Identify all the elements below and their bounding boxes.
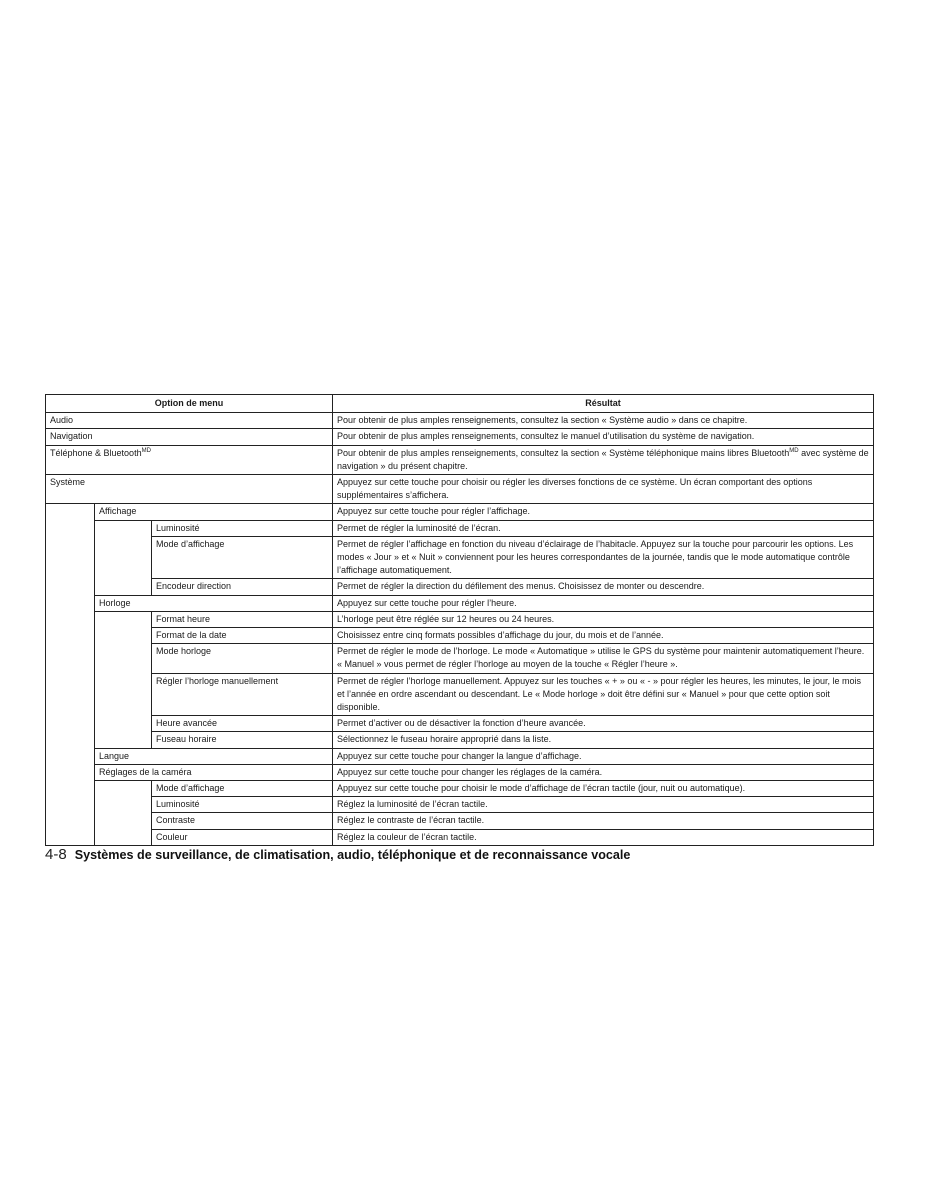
- option-label: Navigation: [50, 431, 93, 442]
- option-label: Luminosité: [156, 522, 200, 533]
- table-row: [46, 595, 874, 611]
- result-text-tail: avec système de navigation » du présent chapitre.: [337, 447, 869, 471]
- result-cell: [333, 595, 874, 611]
- table-row: [46, 429, 874, 445]
- option-cell: [152, 611, 333, 627]
- option-label: Contraste: [156, 815, 196, 826]
- page-number: 4-8: [45, 846, 67, 863]
- result-text: Permet de régler le mode de l’horloge. Le mode « Automatique » utilise le GPS du système pour maintenir automatiquement l’heure. « Manuel » vous permet de régler l’horloge au moyen de la touche « Régler l’heure ».: [337, 646, 865, 670]
- indent-cell: [46, 504, 95, 845]
- option-cell: [152, 579, 333, 595]
- table-row: [46, 797, 874, 813]
- option-label: Langue: [99, 750, 130, 761]
- option-cell: [46, 475, 333, 504]
- option-cell: [152, 644, 333, 673]
- table-row: [46, 628, 874, 644]
- option-label: Régler l’horloge manuellement: [156, 675, 279, 686]
- option-cell: [152, 628, 333, 644]
- option-label: Téléphone & Bluetooth: [50, 447, 142, 458]
- option-cell: [152, 716, 333, 732]
- option-label: Réglages de la caméra: [99, 766, 192, 777]
- option-label: Format de la date: [156, 630, 227, 641]
- page-footer: [45, 846, 905, 864]
- result-text: Sélectionnez le fuseau horaire approprié dans la liste.: [337, 734, 552, 745]
- table-row: [46, 504, 874, 520]
- table-row: [46, 781, 874, 797]
- result-cell: [333, 797, 874, 813]
- indent-cell: [95, 520, 152, 595]
- result-cell: [333, 764, 874, 780]
- result-cell: [333, 716, 874, 732]
- result-cell: [333, 536, 874, 579]
- result-cell: [333, 504, 874, 520]
- table-row: [46, 536, 874, 579]
- option-cell: [95, 764, 333, 780]
- result-cell: [333, 579, 874, 595]
- option-cell: [152, 781, 333, 797]
- chapter-title: Systèmes de surveillance, de climatisation, audio, téléphonique et de reconnaissance vocale: [74, 848, 631, 862]
- table-row: [46, 644, 874, 673]
- result-cell: [333, 781, 874, 797]
- option-label: Heure avancée: [156, 718, 218, 729]
- result-text: Appuyez sur cette touche pour choisir ou régler les diverses fonctions de ce système. Un écran comportant des options supplémentaires s’affichera.: [337, 477, 813, 501]
- result-text: Pour obtenir de plus amples renseignements, consultez la section « Système téléphonique mains libres Bluetooth: [337, 447, 790, 458]
- table-body: [46, 413, 874, 846]
- option-cell: [152, 829, 333, 845]
- option-cell: [46, 445, 333, 474]
- result-text: Permet d’activer ou de désactiver la fonction d’heure avancée.: [337, 718, 586, 729]
- result-text: Choisissez entre cinq formats possibles d’affichage du jour, du mois et de l’année.: [337, 630, 664, 641]
- option-cell: [152, 732, 333, 748]
- table-row: [46, 611, 874, 627]
- option-cell: [95, 504, 333, 520]
- result-text: Pour obtenir de plus amples renseignements, consultez la section « Système audio » dans ce chapitre.: [337, 415, 748, 426]
- result-cell: [333, 611, 874, 627]
- result-text: Permet de régler la direction du défilement des menus. Choisissez de monter ou descendre.: [337, 581, 705, 592]
- option-label: Mode horloge: [156, 646, 212, 657]
- option-label: Audio: [50, 415, 74, 426]
- result-cell: [333, 445, 874, 474]
- result-text: Permet de régler l’horloge manuellement. Appuyez sur les touches « + » ou « - » pour régler les heures, les minutes, le jour, le mois et l’année en ordre ascendant ou descendant. Le « Mode horloge » doit être défini sur « Manuel » pour que cette option soit disponible.: [337, 675, 862, 713]
- table-row: [46, 520, 874, 536]
- option-label: Mode d’affichage: [156, 538, 225, 549]
- option-label: Mode d’affichage: [156, 783, 225, 794]
- option-label: Encodeur direction: [156, 581, 232, 592]
- header-option: Option de menu: [46, 395, 333, 413]
- result-text: Appuyez sur cette touche pour changer les réglages de la caméra.: [337, 766, 603, 777]
- option-cell: [95, 748, 333, 764]
- result-text: Réglez la luminosité de l’écran tactile.: [337, 799, 488, 810]
- result-cell: [333, 748, 874, 764]
- option-cell: [46, 413, 333, 429]
- option-cell: [46, 429, 333, 445]
- result-cell: [333, 813, 874, 829]
- option-cell: [152, 520, 333, 536]
- indent-cell: [95, 781, 152, 846]
- menu-options-table: [45, 394, 874, 846]
- table-row: [46, 813, 874, 829]
- option-label: Fuseau horaire: [156, 734, 217, 745]
- table-row: [46, 764, 874, 780]
- option-label: Luminosité: [156, 799, 200, 810]
- result-cell: [333, 673, 874, 716]
- result-text: Permet de régler la luminosité de l’écran.: [337, 522, 501, 533]
- table-row: [46, 829, 874, 845]
- option-label: Système: [50, 477, 86, 488]
- table-header-row: [46, 395, 874, 413]
- table-row: [46, 413, 874, 429]
- option-cell: [95, 595, 333, 611]
- result-cell: [333, 644, 874, 673]
- option-label: Horloge: [99, 597, 131, 608]
- header-result: Résultat: [333, 395, 874, 413]
- table-row: [46, 732, 874, 748]
- option-cell: [152, 536, 333, 579]
- result-text: Appuyez sur cette touche pour changer la langue d’affichage.: [337, 750, 582, 761]
- result-text: Réglez le contraste de l’écran tactile.: [337, 815, 485, 826]
- table-row: [46, 716, 874, 732]
- option-cell: [152, 797, 333, 813]
- result-text: Appuyez sur cette touche pour choisir le mode d’affichage de l’écran tactile (jour, nuit ou automatique).: [337, 783, 746, 794]
- option-cell: [152, 813, 333, 829]
- result-cell: [333, 732, 874, 748]
- result-text: Permet de régler l’affichage en fonction du niveau d’éclairage de l’habitacle. Appuyez sur la touche pour parcourir les options. Les modes « Jour » et « Nuit » conviennent pour les heures correspondantes de la journée, tandis que le mode automatique contrôle l’affichage automatiquement.: [337, 538, 854, 576]
- result-cell: [333, 475, 874, 504]
- indent-cell: [95, 611, 152, 748]
- table-row: [46, 673, 874, 716]
- result-text: Réglez la couleur de l’écran tactile.: [337, 831, 477, 842]
- result-text: Appuyez sur cette touche pour régler l’affichage.: [337, 506, 530, 517]
- result-text: L’horloge peut être réglée sur 12 heures ou 24 heures.: [337, 613, 555, 624]
- trademark-sup: MD: [141, 447, 151, 454]
- result-text: Appuyez sur cette touche pour régler l’heure.: [337, 597, 517, 608]
- result-cell: [333, 520, 874, 536]
- result-cell: [333, 429, 874, 445]
- table-row: [46, 475, 874, 504]
- result-cell: [333, 829, 874, 845]
- trademark-sup: MD: [789, 447, 799, 454]
- result-text: Pour obtenir de plus amples renseignements, consultez le manuel d’utilisation du système de navigation.: [337, 431, 755, 442]
- table-row: [46, 579, 874, 595]
- option-label: Format heure: [156, 613, 211, 624]
- option-label: Couleur: [156, 831, 188, 842]
- table-row: [46, 748, 874, 764]
- table-row: [46, 445, 874, 474]
- result-cell: [333, 628, 874, 644]
- result-cell: [333, 413, 874, 429]
- option-label: Affichage: [99, 506, 137, 517]
- option-cell: [152, 673, 333, 716]
